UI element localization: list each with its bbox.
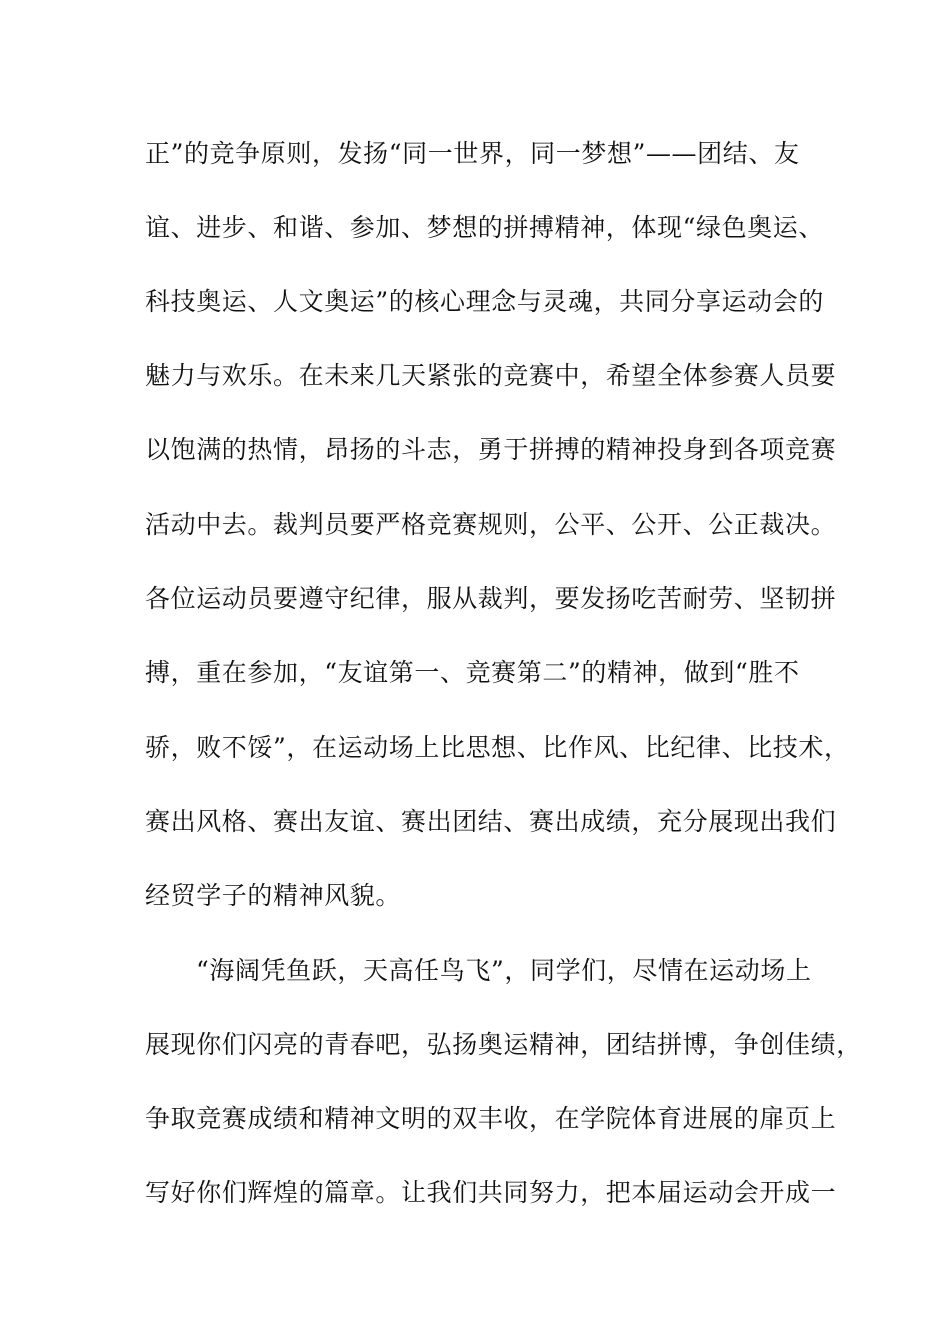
text-line: 各位运动员要遵守纪律，服从裁判，要发扬吃苦耐劳、坚韧拼 [145,584,837,613]
text-line: 活动中去。裁判员要严格竞赛规则，公平、公开、公正裁决。 [145,510,837,539]
text-line: 谊、进步、和谐、参加、梦想的拼搏精神，体现“绿色奥运、 [145,213,824,242]
text-line: 争取竞赛成绩和精神文明的双丰收，在学院体育进展的扉页上 [145,1104,837,1133]
text-line: 骄，败不馁”，在运动场上比思想、比作风、比纪律、比技术， [145,733,850,762]
text-line: 以饱满的热情，昂扬的斗志，勇于拼搏的精神投身到各项竞赛 [145,435,837,464]
text-line: 赛出风格、赛出友谊、赛出团结、赛出成绩，充分展现出我们 [145,807,837,836]
paragraph-first-line: “海阔凭鱼跃，天高任鸟飞”，同学们，尽情在运动场上 [196,956,812,985]
text-line: 写好你们辉煌的篇章。让我们共同努力，把本届运动会开成一 [145,1178,837,1207]
text-line: 正”的竞争原则，发扬“同一世界，同一梦想”——团结、友 [145,139,800,168]
text-line: 展现你们闪亮的青春吧，弘扬奥运精神，团结拼博，争创佳绩， [145,1030,862,1059]
text-line: 科技奥运、人文奥运”的核心理念与灵魂，共同分享运动会的 [145,287,824,316]
text-line: 搏，重在参加，“友谊第一、竞赛第二”的精神，做到“胜不 [145,658,800,687]
text-line: 魅力与欢乐。在未来几天紧张的竞赛中，希望全体参赛人员要 [145,361,837,390]
text-line: 经贸学子的精神风貌。 [145,881,402,910]
